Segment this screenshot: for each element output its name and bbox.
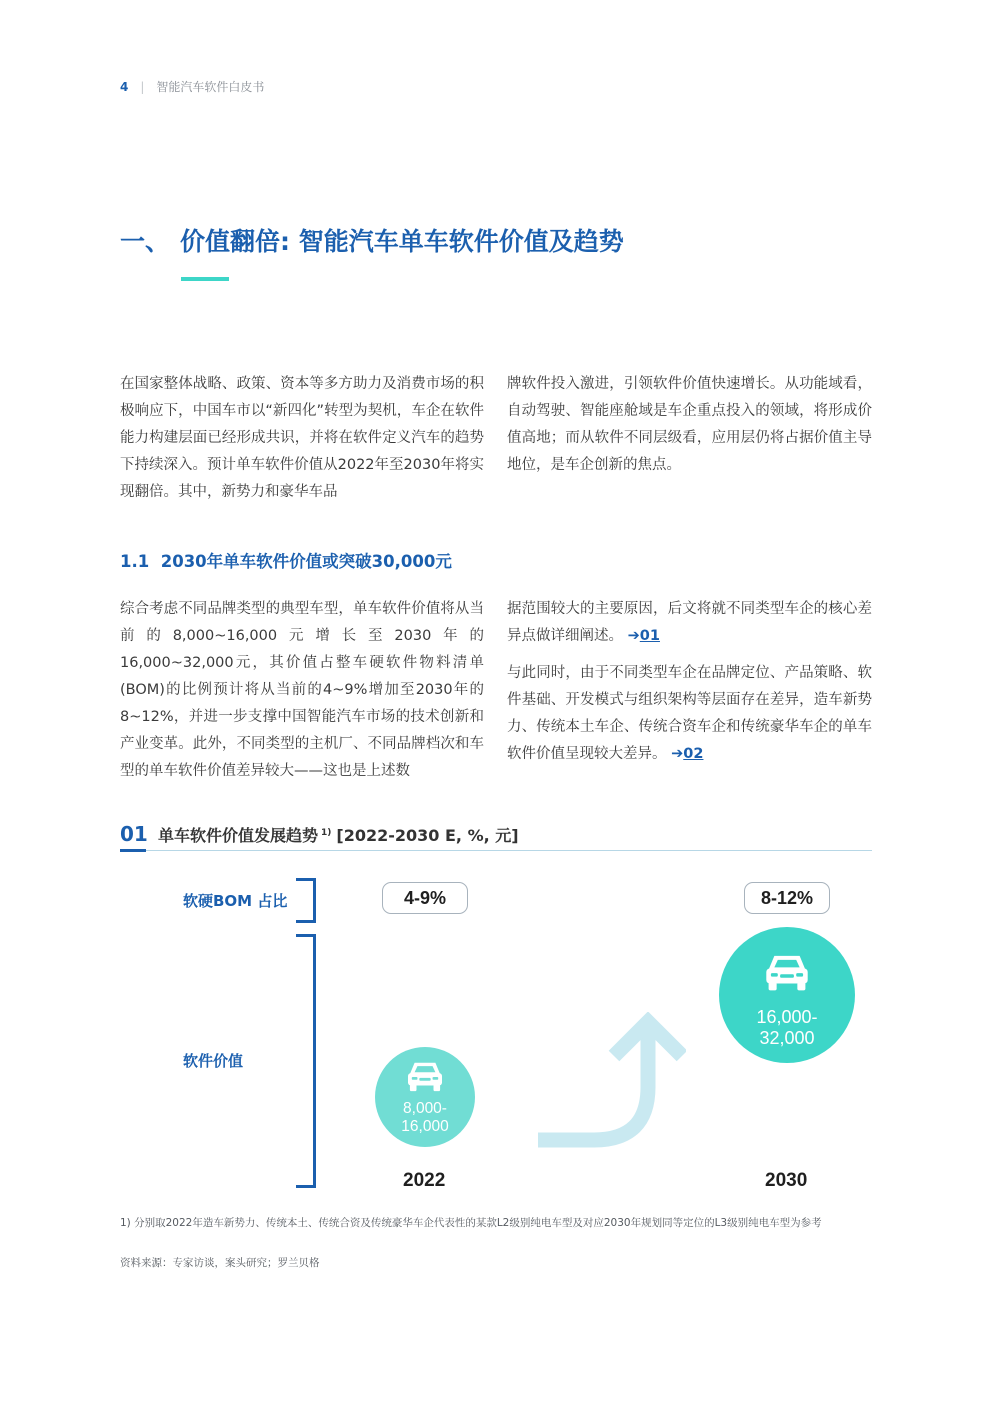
value-2030-line1: 16,000- bbox=[756, 1007, 818, 1027]
header-separator: | bbox=[140, 79, 145, 94]
figure-ref-01-link[interactable]: ➔01 bbox=[627, 628, 660, 644]
figure-footnote: 1) 分别取2022年造车新势力、传统本土、传统合资及传统豪华车企代表性的某款L2级别纯电车型及对应2030年规划同等定位的L3级别纯电车型为参考 bbox=[120, 1217, 822, 1229]
bracket-bom-share bbox=[296, 878, 316, 923]
year-label-2022: 2022 bbox=[403, 1170, 446, 1191]
year-label-2030: 2030 bbox=[765, 1170, 808, 1191]
bracket-software-value bbox=[296, 934, 316, 1188]
row-label-software-value: 软件价值 bbox=[183, 1052, 244, 1070]
chapter-heading bbox=[120, 222, 624, 258]
growth-arrow-icon bbox=[536, 1012, 686, 1152]
intro-left-column bbox=[120, 371, 484, 506]
figure-heading: 单车软件价值发展趋势 $^{1)}$ [2022-2030 E, %, 元] bbox=[158, 826, 519, 845]
figure-number: 01 bbox=[120, 822, 148, 846]
body-left-column bbox=[120, 596, 484, 785]
body-paragraph-left: 综合考虑不同品牌类型的典型车型，单车软件价值将从当前的8,000~16,000元增长至2030年的16,000~32,000元，其价值占整车硬软件物料清单(BOM)的比例预计将从当前的4~9%增加至2030年的8~12%，并进一步支撑中国智能汽车市场的技术创新和产业变革。此外，不同类型的主机厂、不同品牌档次和车型的单车软件价值差异较大——这也是上述数 bbox=[120, 601, 484, 779]
body-right-column bbox=[507, 596, 872, 768]
section-number: 1.1 bbox=[120, 552, 150, 571]
intro-right-column bbox=[507, 371, 872, 479]
figure-title bbox=[120, 822, 872, 852]
page-number: 4 bbox=[120, 79, 129, 94]
body-paragraph-right-1: 据范围较大的主要原因，后文将就不同类型车企的核心差异点做详细阐述。 ➔01 bbox=[507, 601, 872, 644]
figure-source: 资料来源：专家访谈，案头研究；罗兰贝格 bbox=[120, 1257, 320, 1269]
figure-ref-02-link[interactable]: ➔02 bbox=[671, 746, 704, 762]
arrow-right-icon: ➔ bbox=[627, 628, 640, 644]
value-2022-line2: 16,000 bbox=[401, 1118, 449, 1135]
value-circle-2022 bbox=[375, 1047, 475, 1147]
section-heading bbox=[120, 548, 452, 572]
section-title: 2030年单车软件价值或突破30,000元 bbox=[160, 552, 452, 571]
title-accent-bar bbox=[181, 277, 229, 281]
intro-paragraph-left: 在国家整体战略、政策、资本等多方助力及消费市场的积极响应下，中国车市以“新四化”转型为契机，车企在软件能力构建层面已经形成共识，并将在软件定义汽车的趋势下持续深入。预计单车软件价值从2022年至2030年将实现翻倍。其中，新势力和豪华车品 bbox=[120, 376, 484, 500]
intro-paragraph-right: 牌软件投入激进，引领软件价值快速增长。从功能域看，自动驾驶、智能座舱域是车企重点投入的领域，将形成价值高地；而从软件不同层级看，应用层仍将占据价值主导地位，是车企创新的焦点。 bbox=[507, 376, 872, 473]
chapter-title: 价值翻倍: 智能汽车单车软件价值及趋势 bbox=[180, 227, 624, 256]
figure-unit: [2022-2030 E, %, 元] bbox=[336, 826, 519, 845]
car-icon bbox=[764, 951, 810, 993]
value-2022-line1: 8,000- bbox=[403, 1100, 447, 1117]
value-2030-line2: 32,000 bbox=[759, 1028, 815, 1048]
bom-share-2030: 8-12% bbox=[744, 882, 830, 914]
row-label-bom-share: 软硬BOM 占比 bbox=[183, 892, 288, 910]
document-title: 智能汽车软件白皮书 bbox=[156, 80, 265, 94]
body-paragraph-right-2: 与此同时，由于不同类型车企在品牌定位、产品策略、软件基础、开发模式与组织架构等层面存在差异，造车新势力、传统本土车企、传统合资车企和传统豪华车企的单车软件价值呈现较大差异。 ➔02 bbox=[507, 665, 872, 762]
figure-title-rule-accent bbox=[120, 849, 146, 852]
value-circle-2030 bbox=[719, 927, 855, 1063]
bom-share-2022: 4-9% bbox=[382, 882, 468, 914]
footnote-marker: 1) bbox=[321, 827, 332, 838]
chapter-number: 一、 bbox=[120, 227, 171, 256]
figure-title-rule bbox=[120, 850, 872, 851]
page-header bbox=[120, 78, 264, 95]
arrow-right-icon: ➔ bbox=[671, 746, 684, 762]
car-icon bbox=[406, 1059, 444, 1093]
